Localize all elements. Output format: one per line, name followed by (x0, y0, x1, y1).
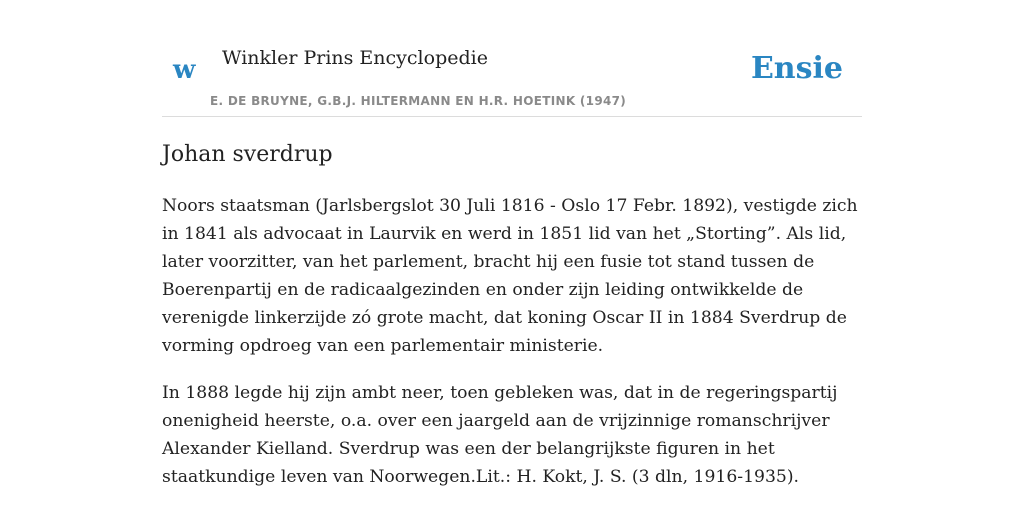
article-paragraph: In 1888 legde hij zijn ambt neer, toen gebleken was, dat in de regeringspartij onenigheid heerste, o.a. over een jaargeld aan de vrijzinnige romanschrijver Alexander Kielland. Sverdrup was een der belangrijkste figuren in het staatkundige leven van Noorwegen.Lit.: H. Kokt, J. S. (3 dln, 1916-1935). (162, 383, 838, 487)
article-title: Johan sverdrup (162, 142, 333, 167)
encyclopedia-title: Winkler Prins Encyclopedie (222, 47, 488, 69)
article-page (162, 0, 862, 512)
ensie-brand-link[interactable]: Ensie (750, 51, 843, 86)
encyclopedia-logo-link[interactable]: w (173, 55, 196, 85)
encyclopedia-authors: E. DE BRUYNE, G.B.J. HILTERMANN EN H.R. HOETINK (1947) (210, 94, 627, 108)
article-body (162, 192, 862, 510)
article-paragraph: Noors staatsman (Jarlsbergslot 30 Juli 1816 - Oslo 17 Febr. 1892), vestigde zich in 1841 als advocaat in Laurvik en werd in 1851 lid van het „Storting”. Als lid, later voorzitter, van het parlement, bracht hij een fusie tot stand tussen de Boerenpartij en de radicaalgezinden en onder zijn leiding ontwikkelde de verenigde linkerzijde zó grote macht, dat koning Oscar II in 1884 Sverdrup de vorming opdroeg van een parlementair ministerie. (162, 196, 858, 356)
encyclopedia-header (162, 0, 862, 117)
